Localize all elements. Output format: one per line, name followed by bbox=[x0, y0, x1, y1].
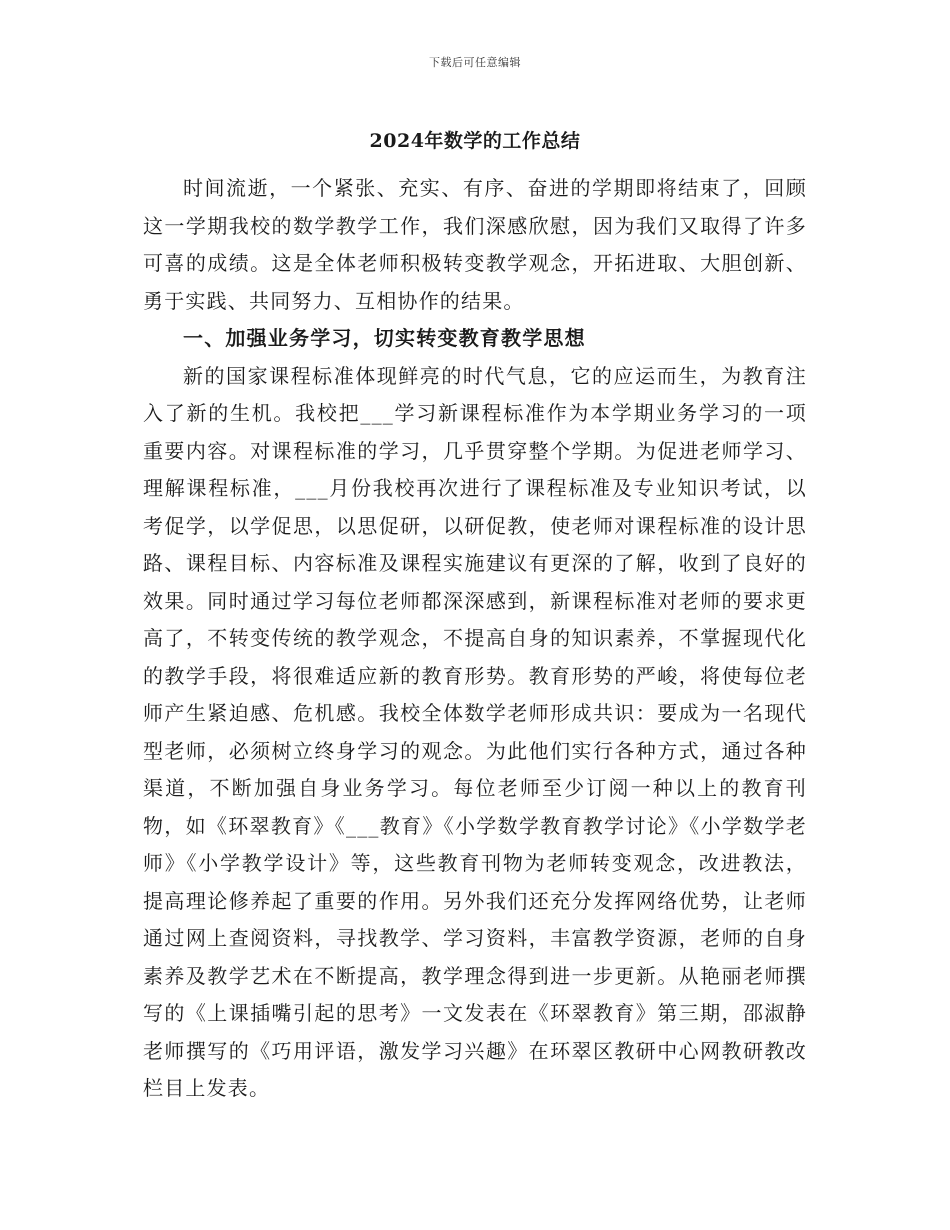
document-body bbox=[143, 170, 807, 1108]
section-paragraph: 新的国家课程标准体现鲜亮的时代气息，它的应运而生，为教育注入了新的生机。我校把___学习新课程标准作为本学期业务学习的一项重要内容。对课程标准的学习，几乎贯穿整个学期。为促进老师学习、理解课程标准，___月份我校再次进行了课程标准及专业知识考试，以考促学，以学促思，以思促研，以研促教，使老师对课程标准的设计思路、课程目标、内容标准及课程实施建议有更深的了解，收到了良好的效果。同时通过学习每位老师都深深感到，新课程标准对老师的要求更高了，不转变传统的教学观念，不提高自身的知识素养，不掌握现代化的教学手段，将很难适应新的教育形势。教育形势的严峻，将使每位老师产生紧迫感、危机感。我校全体数学老师形成共识：要成为一名现代型老师，必须树立终身学习的观念。为此他们实行各种方式，通过各种渠道，不断加强自身业务学习。每位老师至少订阅一种以上的教育刊物，如《环翠教育》《___教育》《小学数学教育教学讨论》《小学数学老师》《小学教学设计》等，这些教育刊物为老师转变观念，改进教法，提高理论修养起了重要的作用。另外我们还充分发挥网络优势，让老师通过网上查阅资料，寻找教学、学习资料，丰富教学资源，老师的自身素养及教学艺术在不断提高，教学理念得到进一步更新。从艳丽老师撰写的《上课插嘴引起的思考》一文发表在《环翠教育》第三期，邵淑静老师撰写的《巧用评语，激发学习兴趣》在环翠区教研中心网教研教改栏目上发表。 bbox=[143, 363, 807, 1100]
section-heading: 一、加强业务学习，切实转变教育教学思想 bbox=[183, 326, 586, 350]
intro-paragraph: 时间流逝，一个紧张、充实、有序、奋进的学期即将结束了，回顾这一学期我校的数学教学工作，我们深感欣慰，因为我们又取得了许多可喜的成绩。这是全体老师积极转变教学观念，开拓进取、大胆创新、勇于实践、共同努力、互相协作的结果。 bbox=[143, 176, 807, 313]
document-title: 2024年数学的工作总结 bbox=[369, 130, 581, 152]
header-note: 下载后可任意编辑 bbox=[429, 56, 521, 69]
